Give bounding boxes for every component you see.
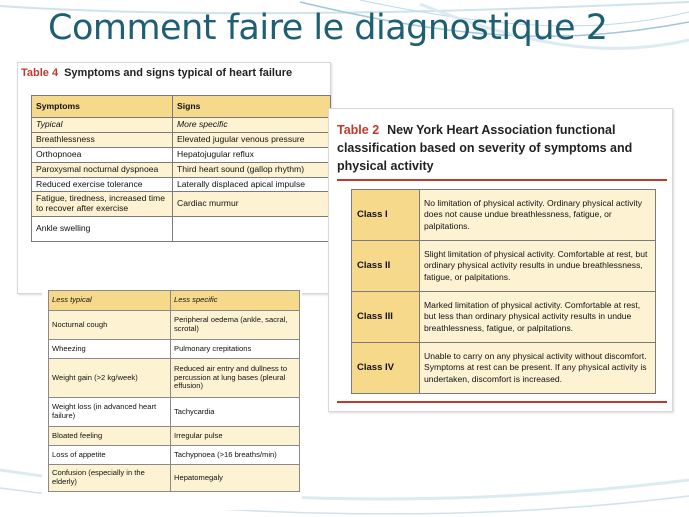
symptom-cell: Fatigue, tiredness, increased time to recover after exercise xyxy=(32,192,173,217)
table-row xyxy=(32,132,331,147)
table4-continued xyxy=(48,290,300,492)
header-symptoms: Symptoms xyxy=(32,96,173,118)
symptom-cell: Orthopnoea xyxy=(32,147,173,162)
class-description: Slight limitation of physical activity. Comfortable at rest, but ordinary physical activity results in undue breathlessness, fatigue, or palpitations. xyxy=(420,241,656,292)
table2-panel xyxy=(328,108,673,412)
symptom-cell: Paroxysmal nocturnal dyspnoea xyxy=(32,162,173,177)
table4-caption-number: Table 4 xyxy=(21,67,59,79)
table-row xyxy=(32,118,331,133)
table-row xyxy=(49,446,300,465)
table-row xyxy=(352,241,656,292)
symptom-cell: Weight loss (in advanced heart failure) xyxy=(49,398,171,427)
symptom-cell: Wheezing xyxy=(49,340,171,359)
symptom-cell: Weight gain (>2 kg/week) xyxy=(49,359,171,398)
typical-label: Typical xyxy=(32,118,173,133)
symptom-cell: Bloated feeling xyxy=(49,427,171,446)
sign-cell: Irregular pulse xyxy=(171,427,300,446)
nyha-table xyxy=(351,189,656,394)
more-specific-label: More specific xyxy=(173,118,331,133)
table2-caption xyxy=(337,121,667,175)
sign-cell: Peripheral oedema (ankle, sacral, scrotal) xyxy=(171,311,300,340)
sign-cell: Hepatomegaly xyxy=(171,465,300,492)
symptom-cell: Breathlessness xyxy=(32,132,173,147)
table-row xyxy=(49,291,300,311)
table2-bottom-rule xyxy=(337,401,667,403)
table4-upper-panel xyxy=(17,62,331,294)
class-description: Unable to carry on any physical activity without discomfort. Symptoms at rest can be present. If any physical activity is undertaken, discomfort is increased. xyxy=(420,343,656,394)
table-row xyxy=(32,162,331,177)
table2-caption-text: New York Heart Association functional classification based on severity of symptoms and physical activity xyxy=(337,123,633,174)
table-row xyxy=(352,292,656,343)
symptom-cell: Ankle swelling xyxy=(32,217,173,242)
table-row xyxy=(49,427,300,446)
sign-cell: Tachycardia xyxy=(171,398,300,427)
table-row xyxy=(32,147,331,162)
table-row xyxy=(32,217,331,242)
table-row xyxy=(352,343,656,394)
table-row xyxy=(49,359,300,398)
table4-caption xyxy=(21,67,292,79)
table2-top-rule xyxy=(337,179,667,181)
symptom-cell: Reduced exercise tolerance xyxy=(32,177,173,192)
slide-title: Comment faire le diagnostique 2 xyxy=(48,8,608,48)
table-row xyxy=(49,465,300,492)
class-label: Class I xyxy=(352,190,420,241)
table-row xyxy=(49,398,300,427)
class-label: Class IV xyxy=(352,343,420,394)
class-label: Class II xyxy=(352,241,420,292)
sign-cell: Pulmonary crepitations xyxy=(171,340,300,359)
sign-cell: Hepatojugular reflux xyxy=(173,147,331,162)
table2-caption-number: Table 2 xyxy=(337,123,380,137)
table4-main xyxy=(31,95,331,242)
sign-cell: Tachypnoea (>16 breaths/min) xyxy=(171,446,300,465)
symptom-cell: Confusion (especially in the elderly) xyxy=(49,465,171,492)
sign-cell: Third heart sound (gallop rhythm) xyxy=(173,162,331,177)
table-row xyxy=(352,190,656,241)
class-description: Marked limitation of physical activity. Comfortable at rest, but less than ordinary physical activity results in undue breathlessness, fatigue, or palpitations. xyxy=(420,292,656,343)
sign-cell: Laterally displaced apical impulse xyxy=(173,177,331,192)
header-signs: Signs xyxy=(173,96,331,118)
sign-cell: Cardiac murmur xyxy=(173,192,331,217)
class-description: No limitation of physical activity. Ordinary physical activity does not cause undue breathlessness, fatigue, or palpitations. xyxy=(420,190,656,241)
sign-cell xyxy=(173,217,331,242)
table4-caption-text: Symptoms and signs typical of heart failure xyxy=(64,67,293,79)
sign-cell: Elevated jugular venous pressure xyxy=(173,132,331,147)
table-row xyxy=(49,311,300,340)
table-header-row xyxy=(32,96,331,118)
table-row xyxy=(32,177,331,192)
table-row xyxy=(49,340,300,359)
table4-lower-panel xyxy=(42,288,302,510)
less-typical-label: Less typical xyxy=(49,291,171,311)
symptom-cell: Loss of appetite xyxy=(49,446,171,465)
table-row xyxy=(32,192,331,217)
sign-cell: Reduced air entry and dullness to percussion at lung bases (pleural effusion) xyxy=(171,359,300,398)
class-label: Class III xyxy=(352,292,420,343)
less-specific-label: Less specific xyxy=(171,291,300,311)
symptom-cell: Nocturnal cough xyxy=(49,311,171,340)
